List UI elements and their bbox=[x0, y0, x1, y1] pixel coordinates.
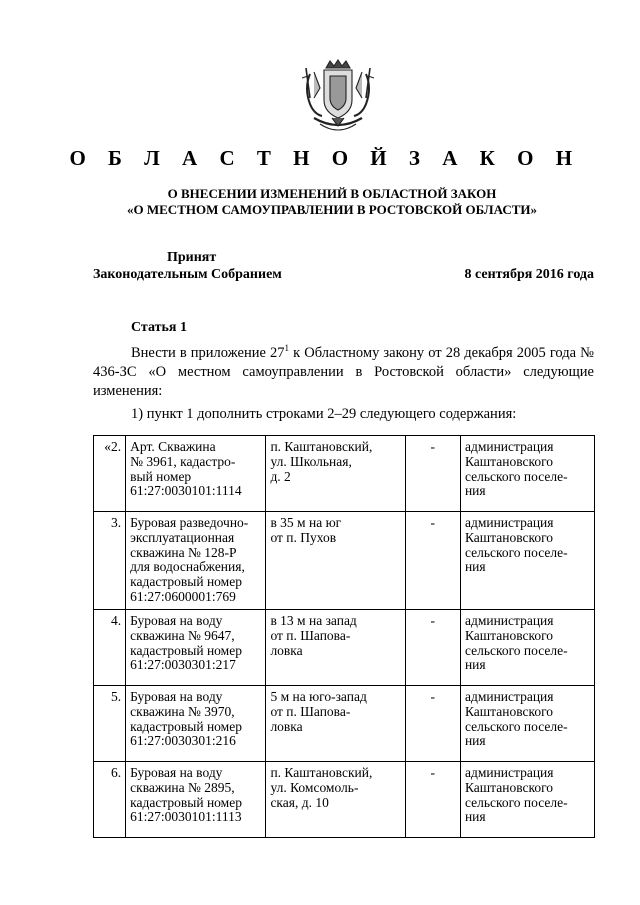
object-name-cell bbox=[126, 610, 266, 686]
row-number-cell: 4. bbox=[94, 610, 126, 686]
authority-line: ния bbox=[464, 809, 486, 825]
authority-line: Каштановского bbox=[464, 703, 554, 719]
empty-value-cell: - bbox=[405, 762, 460, 838]
objects-table bbox=[93, 435, 595, 838]
location-line: 5 м на юго-запад bbox=[270, 689, 367, 704]
empty-value-cell: - bbox=[405, 436, 460, 512]
table-row bbox=[94, 436, 595, 512]
law-title: О Б Л А С Т Н О Й З А К О Н bbox=[69, 146, 581, 170]
authority-line: Каштановского bbox=[464, 529, 554, 545]
authority-line: ния bbox=[464, 559, 486, 575]
object-name-line: 61:27:0030301:216 bbox=[130, 733, 236, 749]
empty-value-cell: - bbox=[405, 610, 460, 686]
location-line: п. Каштановский, bbox=[270, 765, 373, 780]
location-cell bbox=[266, 762, 405, 838]
location-cell bbox=[266, 512, 405, 610]
authority-cell bbox=[460, 610, 594, 686]
object-name-line: Арт. Скважина bbox=[130, 439, 216, 454]
object-name-line: скважина № 3970, bbox=[130, 703, 235, 719]
empty-value-cell: - bbox=[405, 686, 460, 762]
table-row bbox=[94, 686, 595, 762]
object-name-line: вый номер bbox=[130, 468, 192, 484]
adoption-date: 8 сентября 2016 года bbox=[464, 267, 594, 282]
law-subtitle-line-2: «О МЕСТНОМ САМОУПРАВЛЕНИИ В РОСТОВСКОЙ ОБЛАСТИ» bbox=[127, 202, 537, 217]
authority-line: администрация bbox=[464, 613, 554, 628]
row-number-cell: 3. bbox=[94, 512, 126, 610]
authority-line: сельского поселе- bbox=[464, 718, 568, 734]
authority-line: сельского поселе- bbox=[464, 794, 568, 810]
location-line: ловка bbox=[270, 718, 303, 734]
object-name-cell bbox=[126, 686, 266, 762]
location-line: д. 2 bbox=[270, 468, 291, 484]
authority-line: сельского поселе- bbox=[464, 468, 568, 484]
table-row bbox=[94, 512, 595, 610]
object-name-line: для водоснабжения, bbox=[130, 559, 245, 575]
authority-line: Каштановского bbox=[464, 627, 554, 643]
object-name-cell bbox=[126, 436, 266, 512]
object-name-line: 61:27:0030301:217 bbox=[130, 657, 236, 673]
intro-superscript: 1 bbox=[284, 343, 289, 353]
adopted-label: Принят bbox=[167, 250, 217, 265]
article-heading: Статья 1 bbox=[131, 320, 187, 335]
object-name-line: скважина № 2895, bbox=[130, 779, 235, 795]
authority-line: сельского поселе- bbox=[464, 544, 568, 560]
object-name-line: скважина № 9647, bbox=[130, 627, 235, 643]
object-name-line: Буровая на воду bbox=[130, 689, 223, 704]
object-name-line: 61:27:0030101:1113 bbox=[130, 809, 242, 825]
authority-line: администрация bbox=[464, 515, 554, 530]
object-name-line: 61:27:0600001:769 bbox=[130, 588, 236, 604]
row-number-cell: 6. bbox=[94, 762, 126, 838]
authority-line: сельского поселе- bbox=[464, 642, 568, 658]
row-number-cell: «2. bbox=[94, 436, 126, 512]
table-row bbox=[94, 762, 595, 838]
authority-cell bbox=[460, 762, 594, 838]
location-line: ская, д. 10 bbox=[270, 794, 329, 810]
object-name-line: кадастровый номер bbox=[130, 794, 242, 810]
location-cell bbox=[266, 610, 405, 686]
authority-line: ния bbox=[464, 483, 486, 499]
object-name-line: кадастровый номер bbox=[130, 718, 242, 734]
object-name-line: кадастровый номер bbox=[130, 642, 242, 658]
location-line: от п. Шапова- bbox=[270, 627, 351, 643]
point-1-paragraph: 1) пункт 1 дополнить строками 2–29 следующего содержания: bbox=[131, 406, 517, 422]
object-name-line: № 3961, кадастро- bbox=[130, 453, 236, 469]
location-line: от п. Пухов bbox=[270, 529, 337, 545]
location-line: в 13 м на запад bbox=[270, 613, 357, 628]
object-name-cell bbox=[126, 512, 266, 610]
authority-line: Каштановского bbox=[464, 779, 554, 795]
intro-text-start: Внести в приложение 27 bbox=[131, 345, 285, 361]
object-name-cell bbox=[126, 762, 266, 838]
law-subtitle-line-1: О ВНЕСЕНИИ ИЗМЕНЕНИЙ В ОБЛАСТНОЙ ЗАКОН bbox=[167, 186, 497, 201]
authority-cell bbox=[460, 686, 594, 762]
authority-line: ния bbox=[464, 733, 486, 749]
authority-line: администрация bbox=[464, 689, 554, 704]
location-line: от п. Шапова- bbox=[270, 703, 351, 719]
object-name-line: Буровая на воду bbox=[130, 765, 223, 780]
location-line: ул. Школьная, bbox=[270, 453, 352, 469]
intro-text-end: к Областному закону от 28 декабря 2005 года № 436-ЗС «О местном самоуправлении в Ростовской области» следующие изменения: bbox=[93, 345, 594, 399]
location-line: ловка bbox=[270, 642, 303, 658]
location-line: в 35 м на юг bbox=[270, 515, 342, 530]
object-name-line: эксплуатационная bbox=[130, 529, 235, 545]
authority-cell bbox=[460, 436, 594, 512]
location-line: ул. Комсомоль- bbox=[270, 779, 359, 795]
authority-line: администрация bbox=[464, 765, 554, 780]
location-cell bbox=[266, 436, 405, 512]
coat-of-arms-emblem-icon bbox=[296, 58, 380, 138]
object-name-line: 61:27:0030101:1114 bbox=[130, 483, 242, 499]
row-number-cell: 5. bbox=[94, 686, 126, 762]
object-name-line: Буровая на воду bbox=[130, 613, 223, 628]
object-name-line: скважина № 128-Р bbox=[130, 544, 237, 560]
adopted-by-label: Законодательным Собранием bbox=[93, 267, 282, 282]
object-name-line: Буровая разведочно- bbox=[130, 515, 249, 530]
empty-value-cell: - bbox=[405, 512, 460, 610]
authority-line: Каштановского bbox=[464, 453, 554, 469]
location-cell bbox=[266, 686, 405, 762]
object-name-line: кадастровый номер bbox=[130, 574, 242, 590]
article-intro-paragraph bbox=[93, 344, 594, 401]
location-line: п. Каштановский, bbox=[270, 439, 373, 454]
authority-line: ния bbox=[464, 657, 486, 673]
authority-line: администрация bbox=[464, 439, 554, 454]
authority-cell bbox=[460, 512, 594, 610]
table-row bbox=[94, 610, 595, 686]
